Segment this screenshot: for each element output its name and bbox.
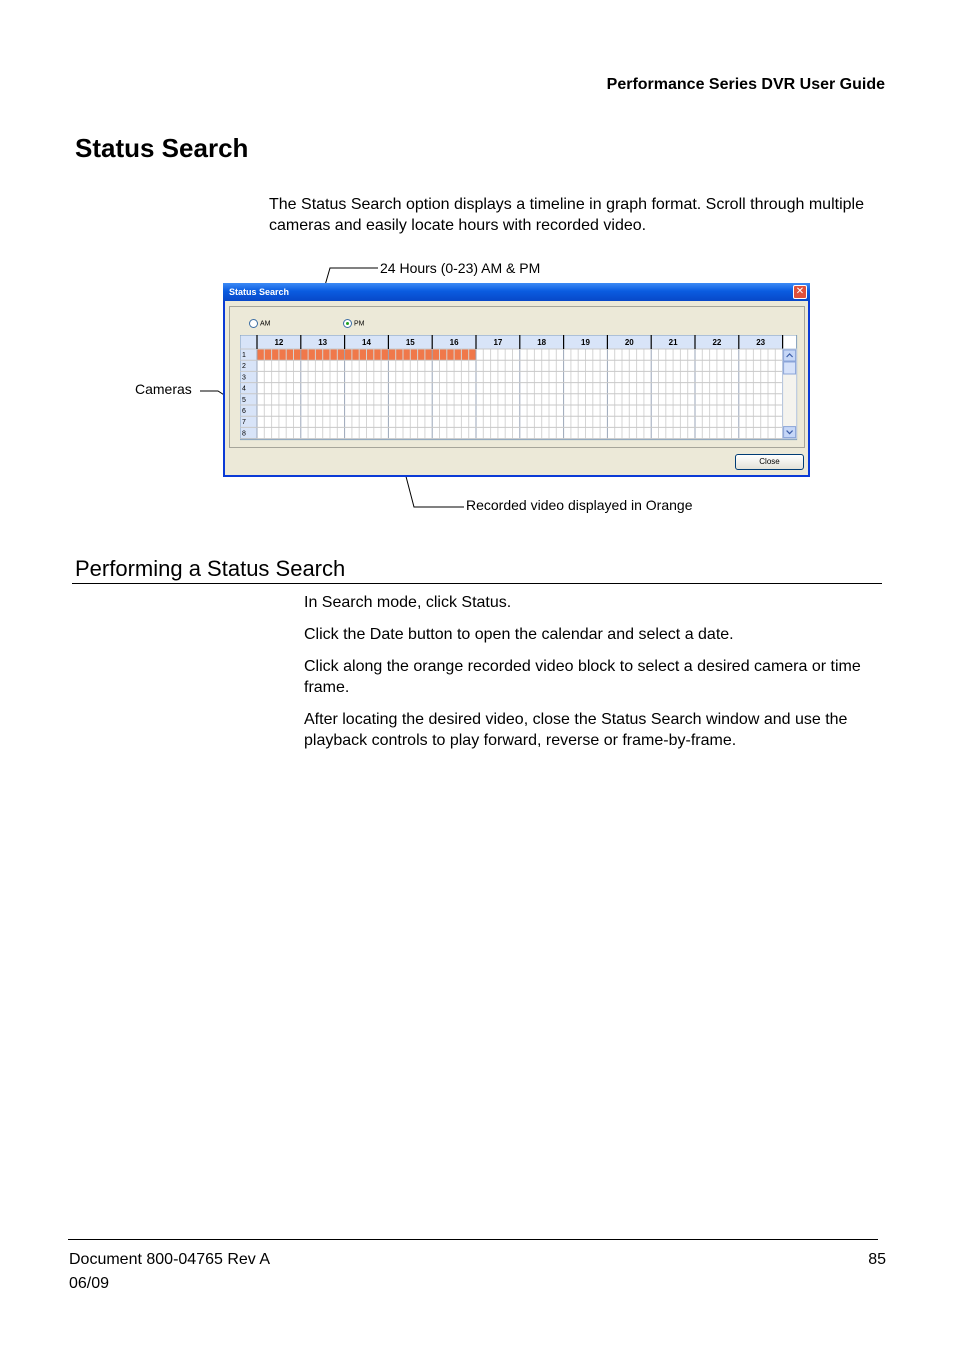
hour-label: 15 [405,338,415,347]
scroll-down-icon[interactable] [784,427,796,438]
pm-radio[interactable] [343,319,365,328]
hour-label: 12 [274,338,284,347]
pm-radio-label: PM [354,320,365,328]
hour-label: 19 [581,338,590,347]
camera-label: 7 [242,419,246,427]
step-paragraph: In Search mode, click Status. [304,594,512,611]
guide-title: Performance Series DVR User Guide [606,76,885,93]
scroll-up-icon[interactable] [784,350,796,361]
page-number: 85 [868,1251,886,1268]
radio-selected-icon [343,319,352,328]
step-paragraph: Click the Date button to open the calendar and select a date. [304,626,734,643]
scrollbar-thumb[interactable] [784,362,796,374]
footer-date: 06/09 [69,1275,110,1292]
footer-document-number: Document 800-04765 Rev A [69,1251,271,1268]
close-button[interactable]: Close [735,454,804,470]
hour-label: 21 [668,338,678,347]
footer-divider [68,1239,878,1240]
section-heading: Performing a Status Search [75,556,346,581]
camera-label: 8 [242,430,246,438]
callout-recorded-label: Recorded video displayed in Orange [466,497,693,513]
hour-label: 17 [493,338,503,347]
status-search-window [223,283,810,477]
step-paragraph: Click along the orange recorded video block to select a desired camera or time frame. [304,658,861,696]
page-title: Status Search [75,133,249,163]
hour-label: 16 [449,338,459,347]
camera-label: 6 [242,408,246,415]
camera-label: 3 [242,374,246,382]
hour-label: 14 [362,338,371,347]
camera-label: 1 [242,352,246,359]
camera-label: 4 [242,385,246,393]
am-radio-label: AM [260,320,271,328]
hour-label: 20 [624,338,634,347]
section-divider [72,583,882,584]
window-titlebar [223,283,810,301]
camera-label: 2 [242,363,246,371]
hour-label: 13 [318,338,328,347]
window-title: Status Search [229,287,290,297]
am-radio[interactable] [249,319,271,328]
callout-hours-label: 24 Hours (0-23) AM & PM [380,260,541,276]
hour-label: 18 [537,338,547,347]
intro-paragraph: The Status Search option displays a timeline in graph format. Scroll through multiple cameras and easily locate hours with recorded video. [269,196,864,234]
callout-cameras-label: Cameras [135,381,192,397]
step-paragraph: After locating the desired video, close the Status Search window and use the playback controls to play forward, reverse or frame-by-frame. [304,711,848,749]
hour-label: 22 [712,338,722,347]
camera-label: 5 [242,396,246,404]
status-timeline-grid[interactable] [240,335,798,441]
footer-document-info [69,1248,270,1296]
radio-circle-icon [249,319,258,328]
hour-label: 23 [756,338,766,347]
close-icon[interactable]: ✕ [793,285,807,299]
